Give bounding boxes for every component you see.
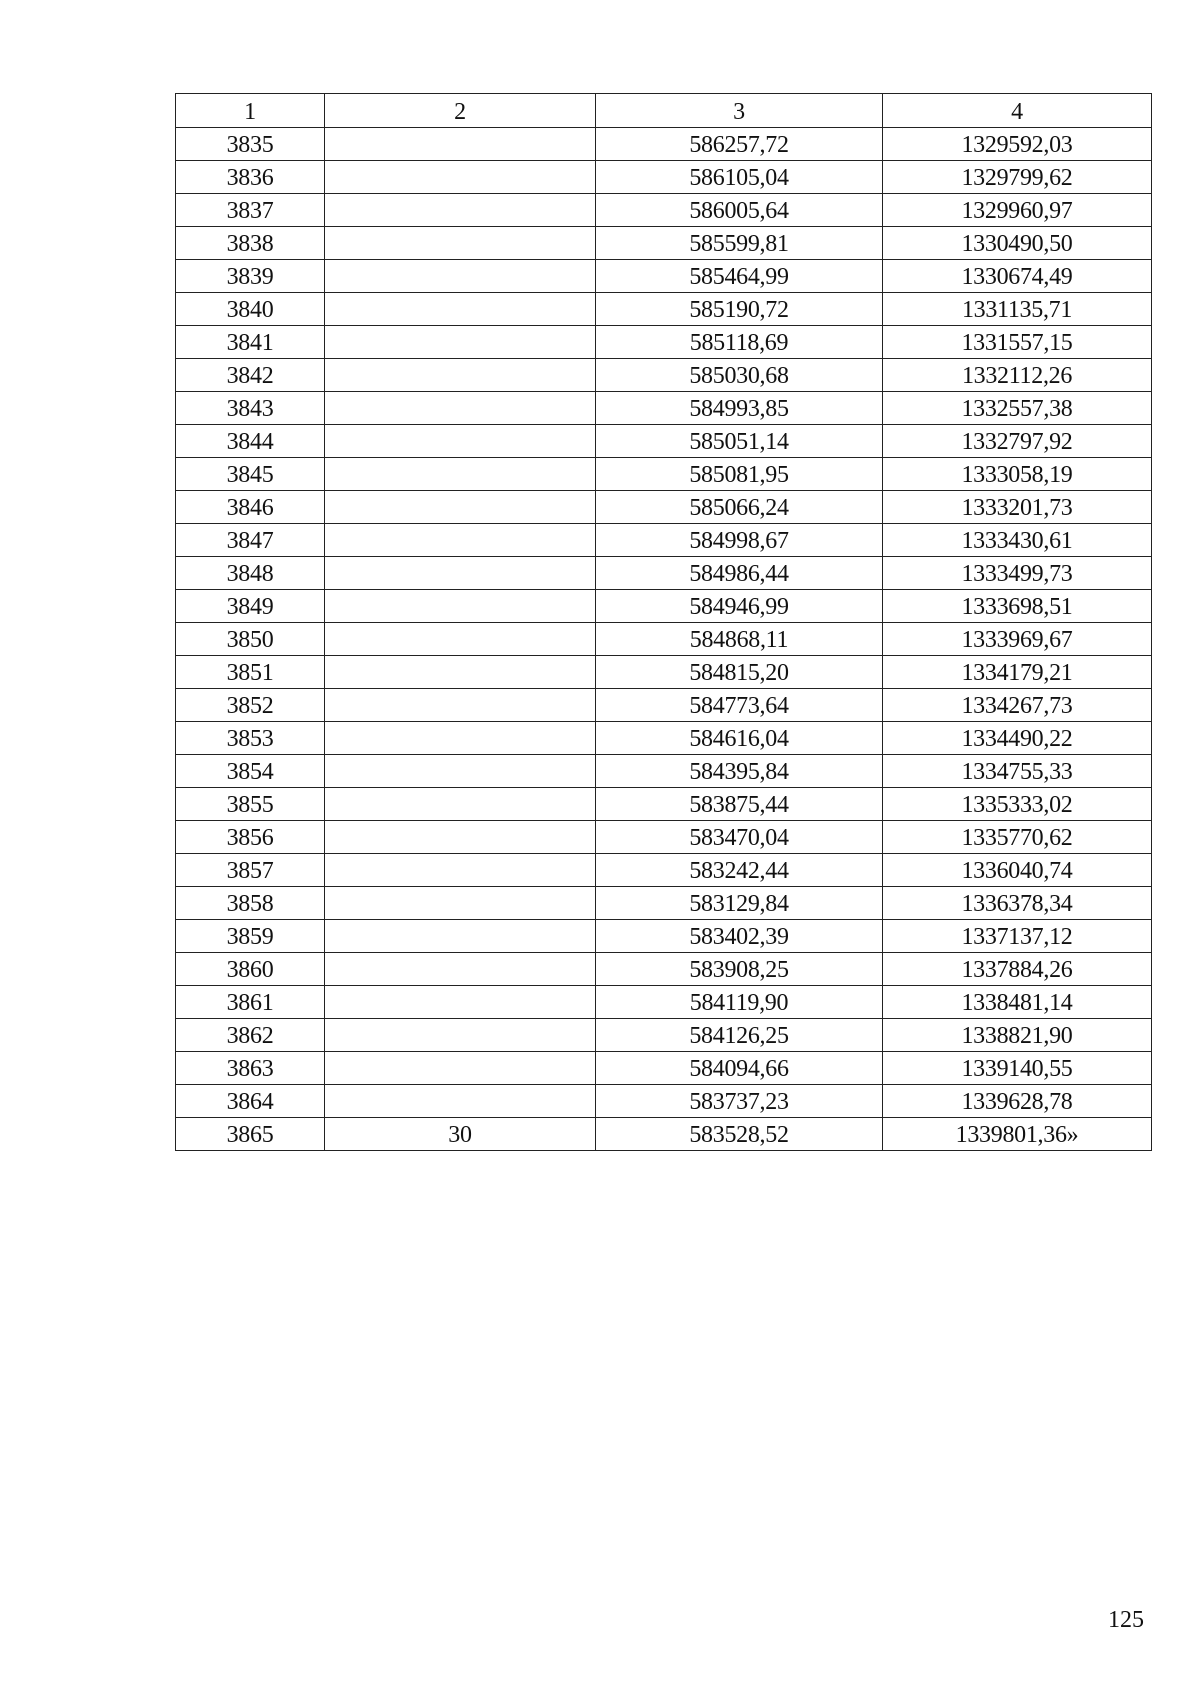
column-2-cell	[325, 326, 596, 359]
y-coordinate-cell: 1334755,33	[883, 755, 1152, 788]
table-row	[176, 524, 1152, 557]
x-coordinate-cell: 584094,66	[596, 1052, 883, 1085]
column-2-cell	[325, 161, 596, 194]
x-coordinate-cell: 584946,99	[596, 590, 883, 623]
column-2-cell	[325, 194, 596, 227]
x-coordinate-cell: 585030,68	[596, 359, 883, 392]
table-row	[176, 491, 1152, 524]
x-coordinate-cell: 584126,25	[596, 1019, 883, 1052]
y-coordinate-cell: 1335333,02	[883, 788, 1152, 821]
column-2-cell	[325, 986, 596, 1019]
table-row	[176, 623, 1152, 656]
x-coordinate-cell: 583737,23	[596, 1085, 883, 1118]
x-coordinate-cell: 584395,84	[596, 755, 883, 788]
table-row	[176, 656, 1152, 689]
table-row	[176, 887, 1152, 920]
y-coordinate-cell: 1329592,03	[883, 128, 1152, 161]
x-coordinate-cell: 583242,44	[596, 854, 883, 887]
x-coordinate-cell: 583908,25	[596, 953, 883, 986]
column-header-3: 3	[596, 94, 883, 128]
y-coordinate-cell: 1329799,62	[883, 161, 1152, 194]
column-header-1: 1	[176, 94, 325, 128]
x-coordinate-cell: 585066,24	[596, 491, 883, 524]
point-number-cell: 3842	[176, 359, 325, 392]
x-coordinate-cell: 584119,90	[596, 986, 883, 1019]
table-row	[176, 194, 1152, 227]
column-header-2: 2	[325, 94, 596, 128]
y-coordinate-cell: 1336378,34	[883, 887, 1152, 920]
point-number-cell: 3846	[176, 491, 325, 524]
table-row	[176, 590, 1152, 623]
table-header-row	[176, 94, 1152, 128]
table-row	[176, 1052, 1152, 1085]
point-number-cell: 3864	[176, 1085, 325, 1118]
column-2-cell	[325, 491, 596, 524]
y-coordinate-cell: 1339140,55	[883, 1052, 1152, 1085]
table-body	[176, 128, 1152, 1151]
point-number-cell: 3859	[176, 920, 325, 953]
column-2-cell	[325, 1019, 596, 1052]
coordinates-table	[175, 93, 1152, 1151]
table-row	[176, 392, 1152, 425]
point-number-cell: 3839	[176, 260, 325, 293]
point-number-cell: 3861	[176, 986, 325, 1019]
point-number-cell: 3855	[176, 788, 325, 821]
table-row	[176, 953, 1152, 986]
y-coordinate-cell: 1333058,19	[883, 458, 1152, 491]
table-row	[176, 359, 1152, 392]
y-coordinate-cell: 1329960,97	[883, 194, 1152, 227]
table-row	[176, 161, 1152, 194]
table-row	[176, 326, 1152, 359]
x-coordinate-cell: 586005,64	[596, 194, 883, 227]
point-number-cell: 3843	[176, 392, 325, 425]
y-coordinate-cell: 1330674,49	[883, 260, 1152, 293]
table-row	[176, 854, 1152, 887]
x-coordinate-cell: 584616,04	[596, 722, 883, 755]
y-coordinate-cell: 1334490,22	[883, 722, 1152, 755]
point-number-cell: 3845	[176, 458, 325, 491]
table-row	[176, 689, 1152, 722]
point-number-cell: 3860	[176, 953, 325, 986]
table-row	[176, 788, 1152, 821]
y-coordinate-cell: 1336040,74	[883, 854, 1152, 887]
x-coordinate-cell: 583528,52	[596, 1118, 883, 1151]
column-2-cell	[325, 227, 596, 260]
column-2-cell	[325, 458, 596, 491]
column-2-cell	[325, 821, 596, 854]
x-coordinate-cell: 585118,69	[596, 326, 883, 359]
table-row	[176, 920, 1152, 953]
column-header-4: 4	[883, 94, 1152, 128]
point-number-cell: 3858	[176, 887, 325, 920]
y-coordinate-cell: 1333430,61	[883, 524, 1152, 557]
point-number-cell: 3852	[176, 689, 325, 722]
column-2-cell	[325, 920, 596, 953]
x-coordinate-cell: 586105,04	[596, 161, 883, 194]
x-coordinate-cell: 584986,44	[596, 557, 883, 590]
x-coordinate-cell: 584868,11	[596, 623, 883, 656]
column-2-cell	[325, 854, 596, 887]
y-coordinate-cell: 1333201,73	[883, 491, 1152, 524]
y-coordinate-cell: 1337137,12	[883, 920, 1152, 953]
column-2-cell	[325, 557, 596, 590]
x-coordinate-cell: 583129,84	[596, 887, 883, 920]
x-coordinate-cell: 583402,39	[596, 920, 883, 953]
column-2-cell	[325, 590, 596, 623]
y-coordinate-cell: 1332797,92	[883, 425, 1152, 458]
x-coordinate-cell: 585599,81	[596, 227, 883, 260]
y-coordinate-cell: 1332112,26	[883, 359, 1152, 392]
point-number-cell: 3837	[176, 194, 325, 227]
y-coordinate-cell: 1335770,62	[883, 821, 1152, 854]
point-number-cell: 3841	[176, 326, 325, 359]
column-2-cell	[325, 689, 596, 722]
y-coordinate-cell: 1339628,78	[883, 1085, 1152, 1118]
column-2-cell	[325, 722, 596, 755]
column-2-cell: 30	[325, 1118, 596, 1151]
point-number-cell: 3853	[176, 722, 325, 755]
table-row	[176, 1118, 1152, 1151]
column-2-cell	[325, 359, 596, 392]
table-row	[176, 260, 1152, 293]
point-number-cell: 3849	[176, 590, 325, 623]
y-coordinate-cell: 1333698,51	[883, 590, 1152, 623]
point-number-cell: 3844	[176, 425, 325, 458]
table-row	[176, 425, 1152, 458]
point-number-cell: 3863	[176, 1052, 325, 1085]
point-number-cell: 3851	[176, 656, 325, 689]
point-number-cell: 3836	[176, 161, 325, 194]
point-number-cell: 3865	[176, 1118, 325, 1151]
point-number-cell: 3850	[176, 623, 325, 656]
point-number-cell: 3840	[176, 293, 325, 326]
table-row	[176, 1019, 1152, 1052]
table-row	[176, 986, 1152, 1019]
x-coordinate-cell: 585464,99	[596, 260, 883, 293]
column-2-cell	[325, 953, 596, 986]
y-coordinate-cell: 1338821,90	[883, 1019, 1152, 1052]
table-row	[176, 755, 1152, 788]
y-coordinate-cell: 1332557,38	[883, 392, 1152, 425]
y-coordinate-cell: 1333969,67	[883, 623, 1152, 656]
y-coordinate-cell: 1334179,21	[883, 656, 1152, 689]
column-2-cell	[325, 755, 596, 788]
table-row	[176, 557, 1152, 590]
y-coordinate-cell: 1331557,15	[883, 326, 1152, 359]
column-2-cell	[325, 392, 596, 425]
column-2-cell	[325, 425, 596, 458]
x-coordinate-cell: 585081,95	[596, 458, 883, 491]
point-number-cell: 3862	[176, 1019, 325, 1052]
y-coordinate-cell: 1338481,14	[883, 986, 1152, 1019]
x-coordinate-cell: 585051,14	[596, 425, 883, 458]
point-number-cell: 3835	[176, 128, 325, 161]
column-2-cell	[325, 128, 596, 161]
y-coordinate-cell: 1330490,50	[883, 227, 1152, 260]
y-coordinate-cell: 1334267,73	[883, 689, 1152, 722]
column-2-cell	[325, 1052, 596, 1085]
table-row	[176, 293, 1152, 326]
point-number-cell: 3848	[176, 557, 325, 590]
x-coordinate-cell: 584993,85	[596, 392, 883, 425]
x-coordinate-cell: 583875,44	[596, 788, 883, 821]
table-row	[176, 128, 1152, 161]
column-2-cell	[325, 623, 596, 656]
x-coordinate-cell: 584773,64	[596, 689, 883, 722]
column-2-cell	[325, 788, 596, 821]
column-2-cell	[325, 260, 596, 293]
y-coordinate-cell: 1333499,73	[883, 557, 1152, 590]
table-row	[176, 227, 1152, 260]
point-number-cell: 3857	[176, 854, 325, 887]
y-coordinate-cell: 1331135,71	[883, 293, 1152, 326]
x-coordinate-cell: 584998,67	[596, 524, 883, 557]
table-row	[176, 458, 1152, 491]
y-coordinate-cell: 1339801,36»	[883, 1118, 1152, 1151]
x-coordinate-cell: 585190,72	[596, 293, 883, 326]
point-number-cell: 3838	[176, 227, 325, 260]
x-coordinate-cell: 586257,72	[596, 128, 883, 161]
column-2-cell	[325, 656, 596, 689]
table-row	[176, 821, 1152, 854]
page-number: 125	[1108, 1607, 1144, 1633]
point-number-cell: 3854	[176, 755, 325, 788]
x-coordinate-cell: 583470,04	[596, 821, 883, 854]
point-number-cell: 3847	[176, 524, 325, 557]
column-2-cell	[325, 524, 596, 557]
table-row	[176, 722, 1152, 755]
y-coordinate-cell: 1337884,26	[883, 953, 1152, 986]
table-row	[176, 1085, 1152, 1118]
x-coordinate-cell: 584815,20	[596, 656, 883, 689]
column-2-cell	[325, 887, 596, 920]
point-number-cell: 3856	[176, 821, 325, 854]
column-2-cell	[325, 293, 596, 326]
column-2-cell	[325, 1085, 596, 1118]
